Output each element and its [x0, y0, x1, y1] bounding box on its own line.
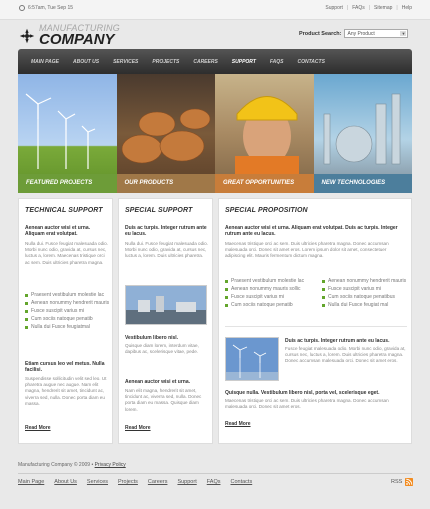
bullet-icon [322, 304, 325, 307]
list-item[interactable]: Cum sociis natoque penatib [225, 301, 317, 309]
panel-lead-2: Duis ac turpis. Integer rutrum ante eu lacus. [285, 338, 390, 344]
separator: | [396, 5, 398, 11]
copyright-text: Manufacturing Company © 2009 • [18, 462, 94, 468]
bullet-icon [25, 326, 28, 329]
footer-link-faqs[interactable]: FAQs [206, 479, 221, 485]
wind-turbines-image [18, 74, 117, 174]
list-item[interactable]: Fusce suscipit varius mi [322, 285, 410, 293]
list-item[interactable]: Aenean nonummy hendrerit mauris [322, 277, 410, 285]
panel-body: Nulla dui. Fusce feugiat malesuada odio. Morbi nunc odio, gravida at, cursus nec, luctus a, lorem. Duis ultricies pharetra. [125, 241, 208, 259]
panel-lead-2: Vestibulum libero nisl. [125, 335, 179, 341]
footer-link-about-us[interactable]: About Us [54, 479, 77, 485]
divider [225, 326, 407, 327]
nav-faqs[interactable]: FAQS [269, 58, 284, 65]
bullet-icon [225, 296, 228, 299]
bullet-icon [25, 310, 28, 313]
rss-label: RSS [391, 479, 403, 485]
top-links [325, 5, 412, 11]
banner-featured-projects[interactable] [18, 74, 117, 193]
footer-link-support[interactable]: Support [177, 479, 197, 485]
panel-title: TECHNICAL SUPPORT [25, 207, 103, 214]
footer-link-main-page[interactable]: Main Page [18, 479, 45, 485]
panel-lead: Duis ac turpis. Integer rutrum ante eu lacus. [125, 225, 207, 237]
separator: | [346, 5, 349, 11]
nav-about-us[interactable]: ABOUT US [72, 58, 100, 65]
copyright [18, 462, 126, 468]
special-support-panel [118, 198, 213, 444]
list-item[interactable]: Praesent vestibulum molestie lac [25, 291, 111, 299]
bullet-icon [225, 288, 228, 291]
copper-coils-image [117, 74, 216, 174]
industrial-plant-image [314, 74, 413, 174]
product-select-value: Any Product [347, 31, 375, 37]
panel-body: Maecenas tristique orci ac sem. Duis ultricies pharetra magna. Donec accumsan malesuada orci. Donec sit amet eros. Lorem ipsum dolor sit amet, consectetuer adipiscing elit. Mauris fermentum dictum magna. [225, 241, 389, 259]
rss-link[interactable] [391, 478, 413, 486]
panel-title: SPECIAL PROPOSITION [225, 207, 308, 214]
bullet-list-right [322, 277, 410, 309]
bullet-icon [322, 296, 325, 299]
read-more-link[interactable]: Read More [125, 425, 151, 431]
bullet-list [25, 291, 111, 331]
product-search [299, 29, 408, 38]
bullet-icon [322, 288, 325, 291]
chevron-down-icon: ▼ [401, 31, 406, 36]
logo-line1: MANUFACTURING [39, 23, 120, 33]
nav-contacts[interactable]: CONTACTS [297, 58, 325, 65]
nav-careers[interactable]: CAREERS [193, 58, 218, 65]
list-item[interactable]: Aenean nonummy mauris sollic [225, 285, 317, 293]
bullet-icon [322, 280, 325, 283]
list-item[interactable]: Fusce suscipit varius mi [225, 293, 317, 301]
nav-main-page[interactable]: MAIN PAGE [31, 58, 59, 65]
footer-link-services[interactable]: Services [86, 479, 109, 485]
top-link-faqs[interactable]: FAQs [352, 5, 365, 11]
panel-lead-2: Etiam cursus leo vel metus. Nulla facilisi. [25, 361, 105, 373]
panel-body-2: Fusce feugiat malesuada odio. Morbi nunc odio, gravida at, cursus nec, luctus a, lorem. Duis ultricies pharetra magna. Donec accumsan malesuada orci. Donec sit amet eros. [285, 346, 406, 364]
panel-body-3: Maecenas tristique orci ac sem. Duis ultricies pharetra magna. Donec accumsan malesuada orci. Donec sit amet eros. [225, 398, 389, 410]
panel-lead-3: Quisque nulla. Vestibulum libero nisl, porta vel, scelerisque eget. [225, 390, 380, 396]
special-proposition-panel [218, 198, 412, 444]
top-link-help[interactable]: Help [401, 5, 412, 11]
footer-nav [18, 479, 252, 485]
logo-gear-icon [19, 28, 35, 44]
nav-support[interactable]: SUPPORT [231, 58, 256, 65]
list-item[interactable]: Fusce suscipit varius mi [25, 307, 111, 315]
top-bar [0, 0, 430, 20]
clock-icon [19, 5, 25, 11]
banner-new-technologies[interactable] [314, 74, 413, 193]
list-item[interactable]: Cum sociis natoque penatibus [322, 293, 410, 301]
list-item[interactable]: Nulla dui Fusce feugiatmal [25, 323, 111, 331]
list-item[interactable]: Cum sociis natoque penatib [25, 315, 111, 323]
read-more-link[interactable]: Read More [25, 425, 51, 431]
read-more-link[interactable]: Read More [225, 421, 251, 427]
panel-body-3: Nam elit magna, hendrerit sit amet, tincidunt ac, viverra sed, nulla. Donec porta diam eu massa. Quisque diam lorem. [125, 388, 202, 412]
panel-lead: Aenean auctor wisi et urna. Aliquam erat volutpat. [25, 225, 91, 237]
bullet-list-left [225, 277, 317, 309]
bullet-icon [25, 318, 28, 321]
footer-link-careers[interactable]: Careers [147, 479, 168, 485]
main-nav [18, 49, 412, 74]
power-plant-thumbnail[interactable] [125, 285, 207, 325]
list-item[interactable]: Nulla dui Fusce feugiat mal [322, 301, 410, 309]
privacy-policy-link[interactable]: Privacy Policy [94, 462, 126, 468]
bullet-icon [25, 302, 28, 305]
datetime [19, 5, 73, 11]
bullet-icon [225, 280, 228, 283]
list-item[interactable]: Aenean nonummy hendrerit mauris [25, 299, 111, 307]
panel-lead: Aenean auctor wisi et urna. Aliquam erat volutpat. Duis ac turpis. Integer rutrum ante eu lacus. [225, 225, 398, 237]
banner-great-opportunities[interactable] [215, 74, 314, 193]
nav-services[interactable]: SERVICES [113, 58, 139, 65]
banner-our-products[interactable] [117, 74, 216, 193]
engineer-portrait-image [215, 74, 314, 174]
footer-divider [18, 473, 412, 474]
top-link-sitemap[interactable]: Sitemap [374, 5, 393, 11]
banner-caption: NEW TECHNOLOGIES [314, 174, 413, 193]
separator: | [368, 5, 371, 11]
logo-line2: COMPANY [39, 31, 115, 48]
wind-farm-thumbnail[interactable] [225, 337, 279, 381]
panel-body-2: Suspendisse sollicitudin velit sed leo. Ut pharetra augue nec augue. Nam elit magna, hendrerit sit amet, tincidunt ac, viverra sed, nulla. Donec porta diam eu massa. [25, 376, 107, 406]
banner-caption: GREAT OPPORTUNITIES [215, 174, 314, 193]
banner-caption: FEATURED PROJECTS [18, 174, 117, 193]
footer-link-projects[interactable]: Projects [118, 479, 138, 485]
panel-lead-3: Aenean auctor wisi et urna. [125, 379, 191, 385]
banner-caption: OUR PRODUCTS [117, 174, 216, 193]
panel-body-2: Quisque diam lorem, interdum vitae, dapibus ac, scelerisque vitae, pede. [125, 343, 199, 355]
top-link-support[interactable]: Support [325, 5, 343, 11]
product-search-label: Product Search: [299, 30, 342, 37]
bullet-icon [25, 294, 28, 297]
logo[interactable] [19, 24, 120, 47]
footer-link-contacts[interactable]: Contacts [230, 479, 253, 485]
rss-icon [405, 478, 413, 486]
panel-title: SPECIAL SUPPORT [125, 207, 193, 214]
banner-row [18, 74, 412, 193]
product-select[interactable] [344, 29, 408, 38]
nav-projects[interactable]: PROJECTS [152, 58, 180, 65]
technical-support-panel [18, 198, 113, 444]
list-item[interactable]: Praesent vestibulum molestie lac [225, 277, 317, 285]
datetime-text: 6:57am, Tue Sep 15 [28, 5, 74, 11]
panel-body: Nulla dui. Fusce feugiat malesuada odio. Morbi nunc odio, gravida at, cursus nec, luctus a, lorem. Maecenas tristique orci ac sem. Duis ultricies pharetra magna. [25, 241, 108, 265]
bullet-icon [225, 304, 228, 307]
